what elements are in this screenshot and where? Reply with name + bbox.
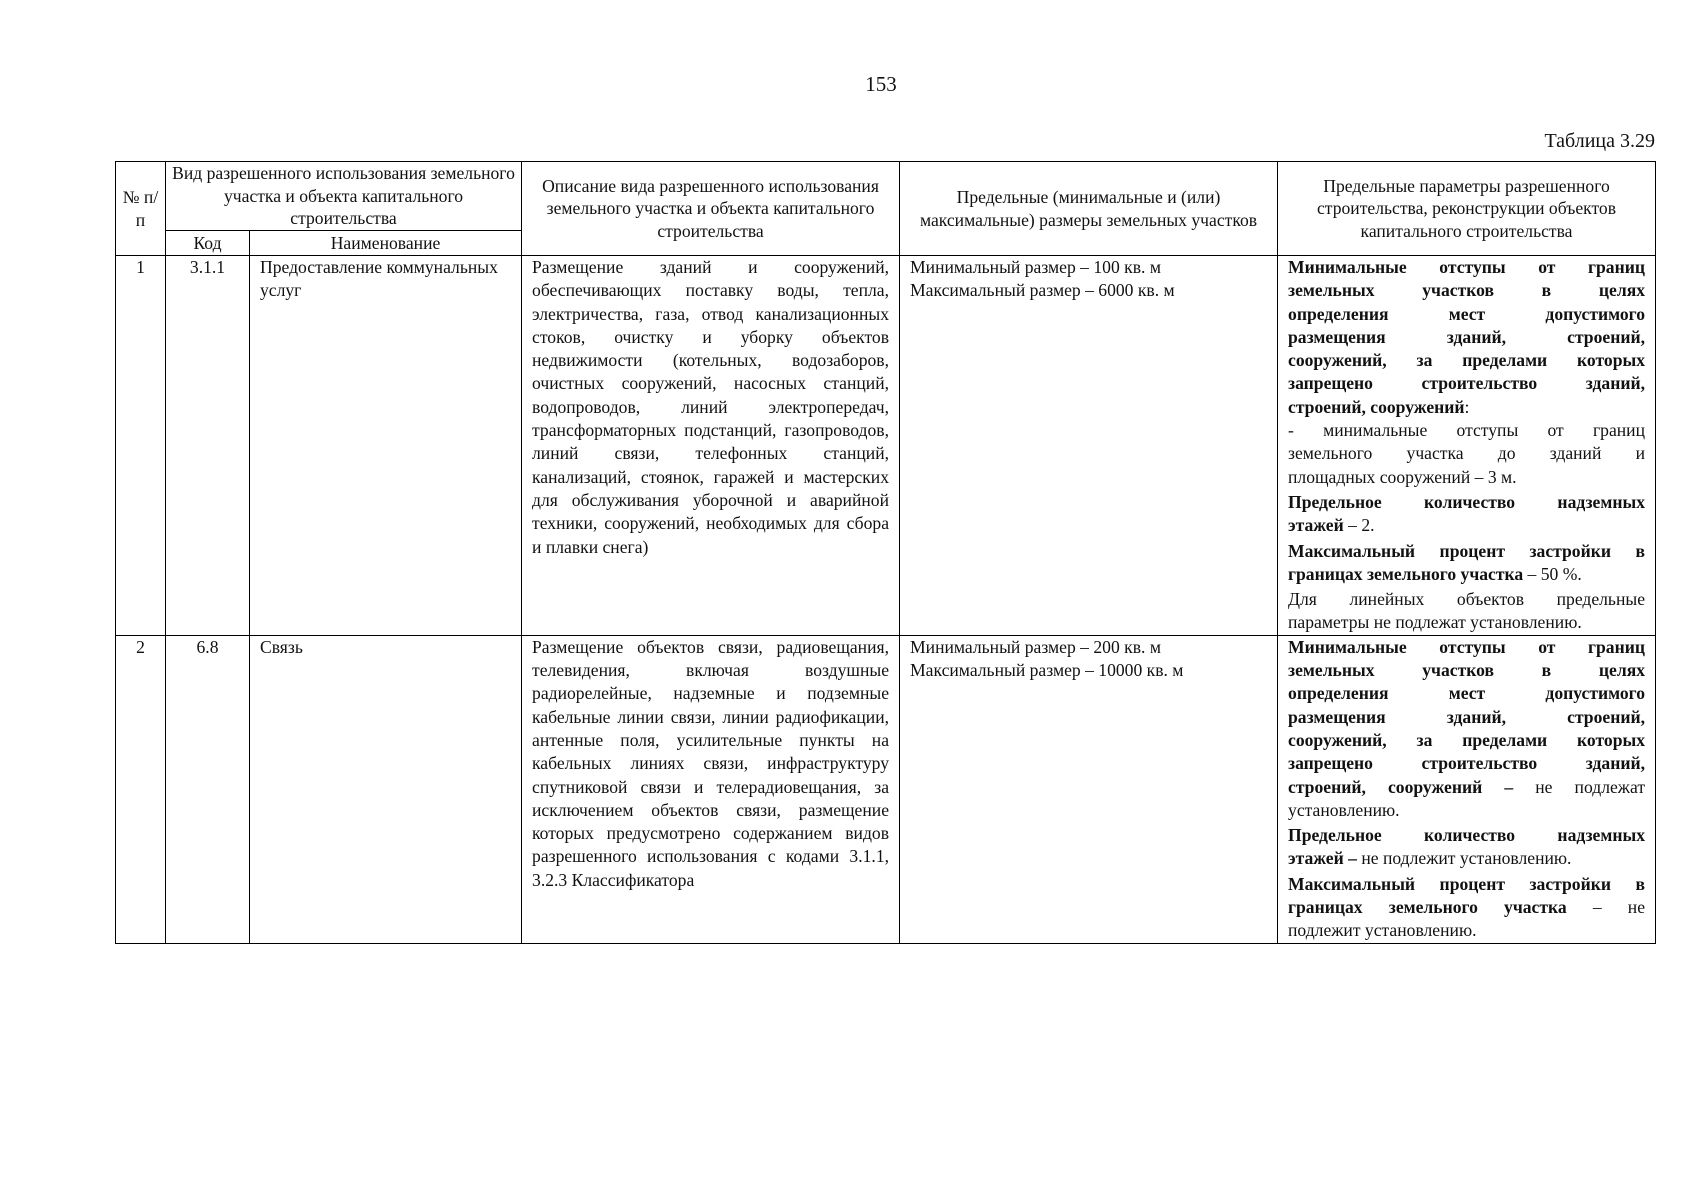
setback-line: Минимальные отступы от границ <box>1288 636 1646 657</box>
setback-line: сооружений, за пределами которых <box>1288 729 1646 750</box>
header-code: Код <box>166 231 250 256</box>
row-number: 2 <box>116 635 166 943</box>
floors-value: не подлежит установлению. <box>1356 848 1572 869</box>
setback-value-line: установлению. <box>1288 799 1400 820</box>
setback-last: строений, сооружений – <box>1288 776 1514 797</box>
setback-line: размещения зданий, строений, <box>1288 326 1646 347</box>
coverage-label: границах земельного участка <box>1288 897 1567 918</box>
coverage-line: Максимальный процент застройки в <box>1288 873 1646 894</box>
floors-line: Предельное количество надземных <box>1288 825 1646 846</box>
coverage-value-line <box>1288 896 1645 919</box>
row-code: 6.8 <box>166 635 250 943</box>
floors-line: Предельное количество надземных <box>1288 491 1646 512</box>
size-max: Максимальный размер – 6000 кв. м <box>910 280 1175 301</box>
setback-value: не подлежат <box>1513 776 1646 797</box>
row-description: Размещение зданий и сооружений, обеспечивающих поставку воды, тепла, электричества, газа, отвод канализационных стоков, очистку и уборку объектов недвижимости (котельных, водозаборов, очистных сооружений, насосных станций, водопроводов, линий электропередач, трансформаторных подстанций, газопроводов, линий связи, телефонных станций, канализаций, стоянок, гаражей и мастерских для обслуживания уборочной и аварийной техники, сооружений, необходимых для сбора и плавки снега) <box>522 256 900 636</box>
note-line: параметры не подлежат установлению. <box>1288 612 1582 633</box>
setback-detail-line: земельного участка до зданий и <box>1288 443 1646 464</box>
setback-line: определения мест допустимого <box>1288 683 1646 704</box>
row-code: 3.1.1 <box>166 256 250 636</box>
setback-line: размещения зданий, строений, <box>1288 706 1646 727</box>
row-name: Связь <box>250 635 522 943</box>
setback-line: земельных участков в целях <box>1288 660 1646 681</box>
header-build-params: Предельные параметры разрешенного строительства, реконструкции объектов капитального строительства <box>1278 162 1656 256</box>
setback-line: запрещено строительство зданий, <box>1288 753 1646 774</box>
setback-line: определения мест допустимого <box>1288 303 1646 324</box>
header-number: № п/п <box>116 162 166 256</box>
table-caption: Таблица 3.29 <box>1544 130 1655 152</box>
floors-value: – 2. <box>1343 515 1375 536</box>
setback-detail-last: площадных сооружений – 3 м. <box>1288 466 1517 487</box>
row-plot-sizes <box>900 256 1278 636</box>
row-name: Предоставление коммунальных услуг <box>250 256 522 636</box>
floors-label: этажей <box>1288 515 1344 536</box>
land-use-table <box>115 161 1656 944</box>
coverage-value-line-2: подлежит установлению. <box>1288 920 1477 941</box>
row-description: Размещение объектов связи, радиовещания, телевидения, включая воздушные радиорелейные, надземные и подземные кабельные линии связи, линии радиофикации, антенные поля, усилительные пункты на кабельных линиях связи, инфраструктуру спутниковой связи и телерадиовещания, за исключением объектов связи, размещение которых предусмотрено содержанием видов разрешенного использования с кодами 3.1.1, 3.2.3 Классификатора <box>522 635 900 943</box>
coverage-label: границах земельного участка <box>1288 563 1524 584</box>
header-description: Описание вида разрешенного использования земельного участка и объекта капитального строительства <box>522 162 900 256</box>
floors-value-line <box>1288 847 1645 870</box>
floors-value-line <box>1288 514 1645 537</box>
size-min: Минимальный размер – 200 кв. м <box>910 636 1161 657</box>
size-min: Минимальный размер – 100 кв. м <box>910 257 1161 277</box>
page-number: 153 <box>865 72 897 96</box>
size-max: Максимальный размер – 10000 кв. м <box>910 660 1184 681</box>
row-plot-sizes <box>900 635 1278 943</box>
header-name: Наименование <box>250 231 522 256</box>
row-build-params <box>1278 256 1656 636</box>
row-number: 1 <box>116 256 166 636</box>
setback-line: сооружений, за пределами которых <box>1288 350 1646 371</box>
coverage-value: – 50 %. <box>1523 563 1582 584</box>
setback-line: земельных участков в целях <box>1288 280 1646 301</box>
setback-line: Минимальные отступы от границ <box>1288 257 1646 277</box>
setback-detail-line: - минимальные отступы от границ <box>1288 420 1646 441</box>
table-row <box>116 256 1656 636</box>
note-line: Для линейных объектов предельные <box>1288 589 1646 610</box>
header-plot-sizes: Предельные (минимальные и (или) максимальные) размеры земельных участков <box>900 162 1278 256</box>
coverage-line: Максимальный процент застройки в <box>1288 540 1646 561</box>
coverage-value-line <box>1288 563 1645 586</box>
row-build-params <box>1278 635 1656 943</box>
setback-last-line <box>1288 776 1645 799</box>
floors-label: этажей – <box>1288 848 1357 869</box>
coverage-value: – не <box>1566 897 1646 918</box>
setback-line: запрещено строительство зданий, <box>1288 373 1646 394</box>
setback-last: строений, сооружений <box>1288 396 1465 417</box>
header-use-type: Вид разрешенного использования земельного участка и объекта капитального строительства <box>166 162 522 231</box>
table-row <box>116 635 1656 943</box>
setback-colon: : <box>1464 396 1470 417</box>
setback-last-line <box>1288 396 1645 419</box>
